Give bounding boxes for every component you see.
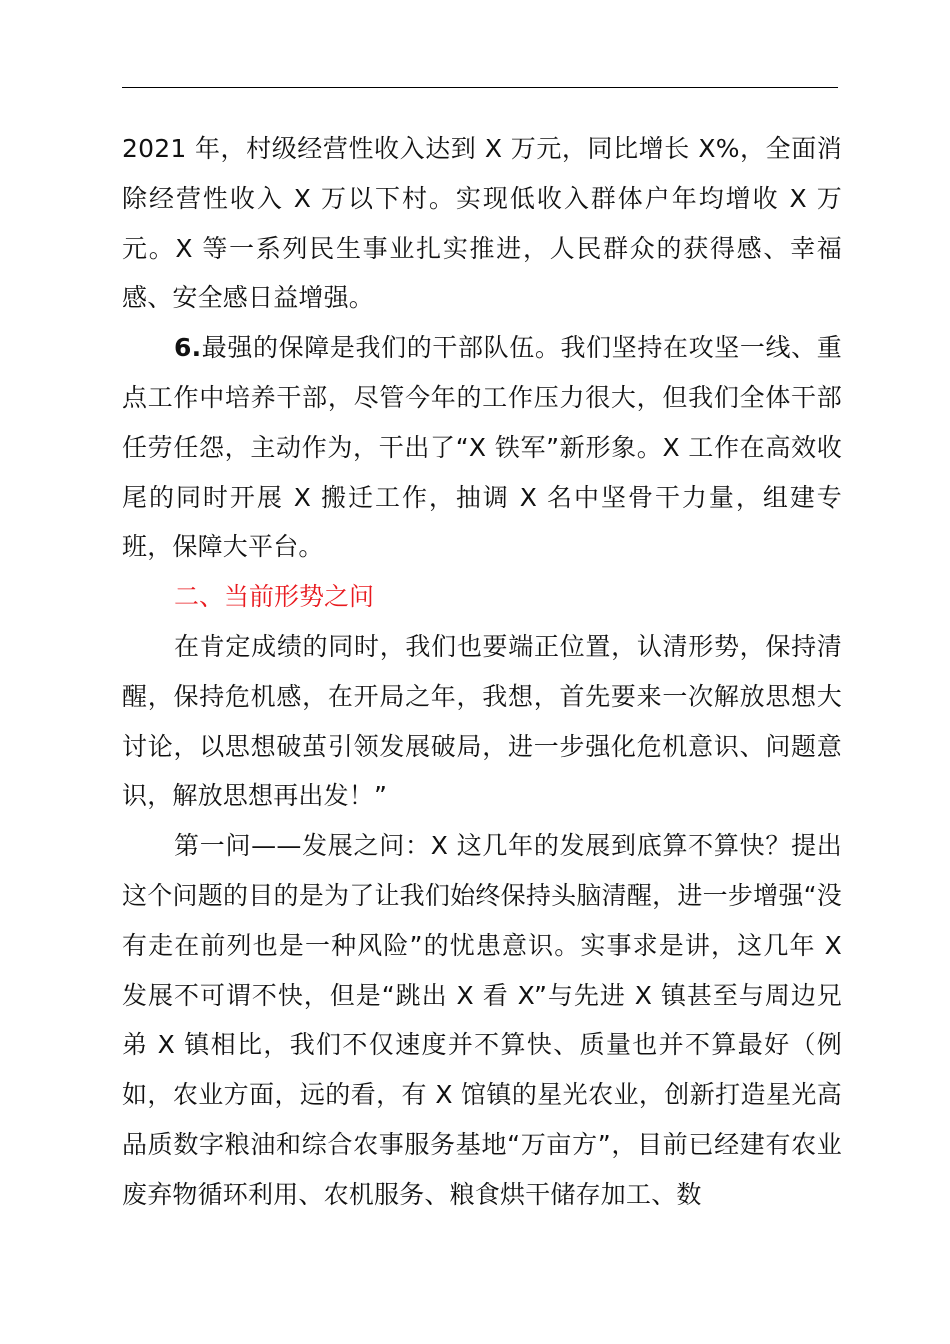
paragraph-first-question: 第一问——发展之问：X 这几年的发展到底算不算快？提出这个问题的目的是为了让我们始终保持头脑清醒，进一步增强“没有走在前列也是一种风险”的忧患意识。实事求是讲，这几年 X 发展不可谓不快，但是“跳出 X 看 X”与先进 X 镇甚至与周边兄弟 X 镇相比，我们不仅速度并不算快、质量也并不算最好（例如，农业方面，远的看，有 X 馆镇的星光农业，创新打造星光高品质数字粮油和综合农事服务基地“万亩方”，目前已经建有农业废弃物循环利用、农机服务、粮食烘干储存加工、数: [122, 831, 842, 1209]
paragraph-number: 6.: [174, 333, 202, 363]
paragraph-cadre-team: [122, 323, 842, 572]
paragraph-income: 2021 年，村级经营性收入达到 X 万元，同比增长 X%，全面消除经营性收入 X 万以下村。实现低收入群体户年均增收 X 万元。X 等一系列民生事业扎实推进，人民群众的获得感、幸福感、安全感日益增强。: [122, 134, 842, 313]
document-body: [122, 124, 842, 1220]
section-heading: 二、当前形势之问: [174, 582, 375, 612]
paragraph-situation: 在肯定成绩的同时，我们也要端正位置，认清形势，保持清醒，保持危机感，在开局之年，我想，首先要来一次解放思想大讨论，以思想破茧引领发展破局，进一步强化危机意识、问题意识，解放思想再出发！”: [122, 631, 842, 811]
header-rule: [122, 87, 838, 88]
paragraph-cadre-team-text: 最强的保障是我们的干部队伍。我们坚持在攻坚一线、重点工作中培养干部，尽管今年的工作压力很大，但我们全体干部任劳任怨，主动作为，干出了“X 铁军”新形象。X 工作在高效收尾的同时开展 X 搬迁工作，抽调 X 名中坚骨干力量，组建专班，保障大平台。: [122, 333, 842, 562]
